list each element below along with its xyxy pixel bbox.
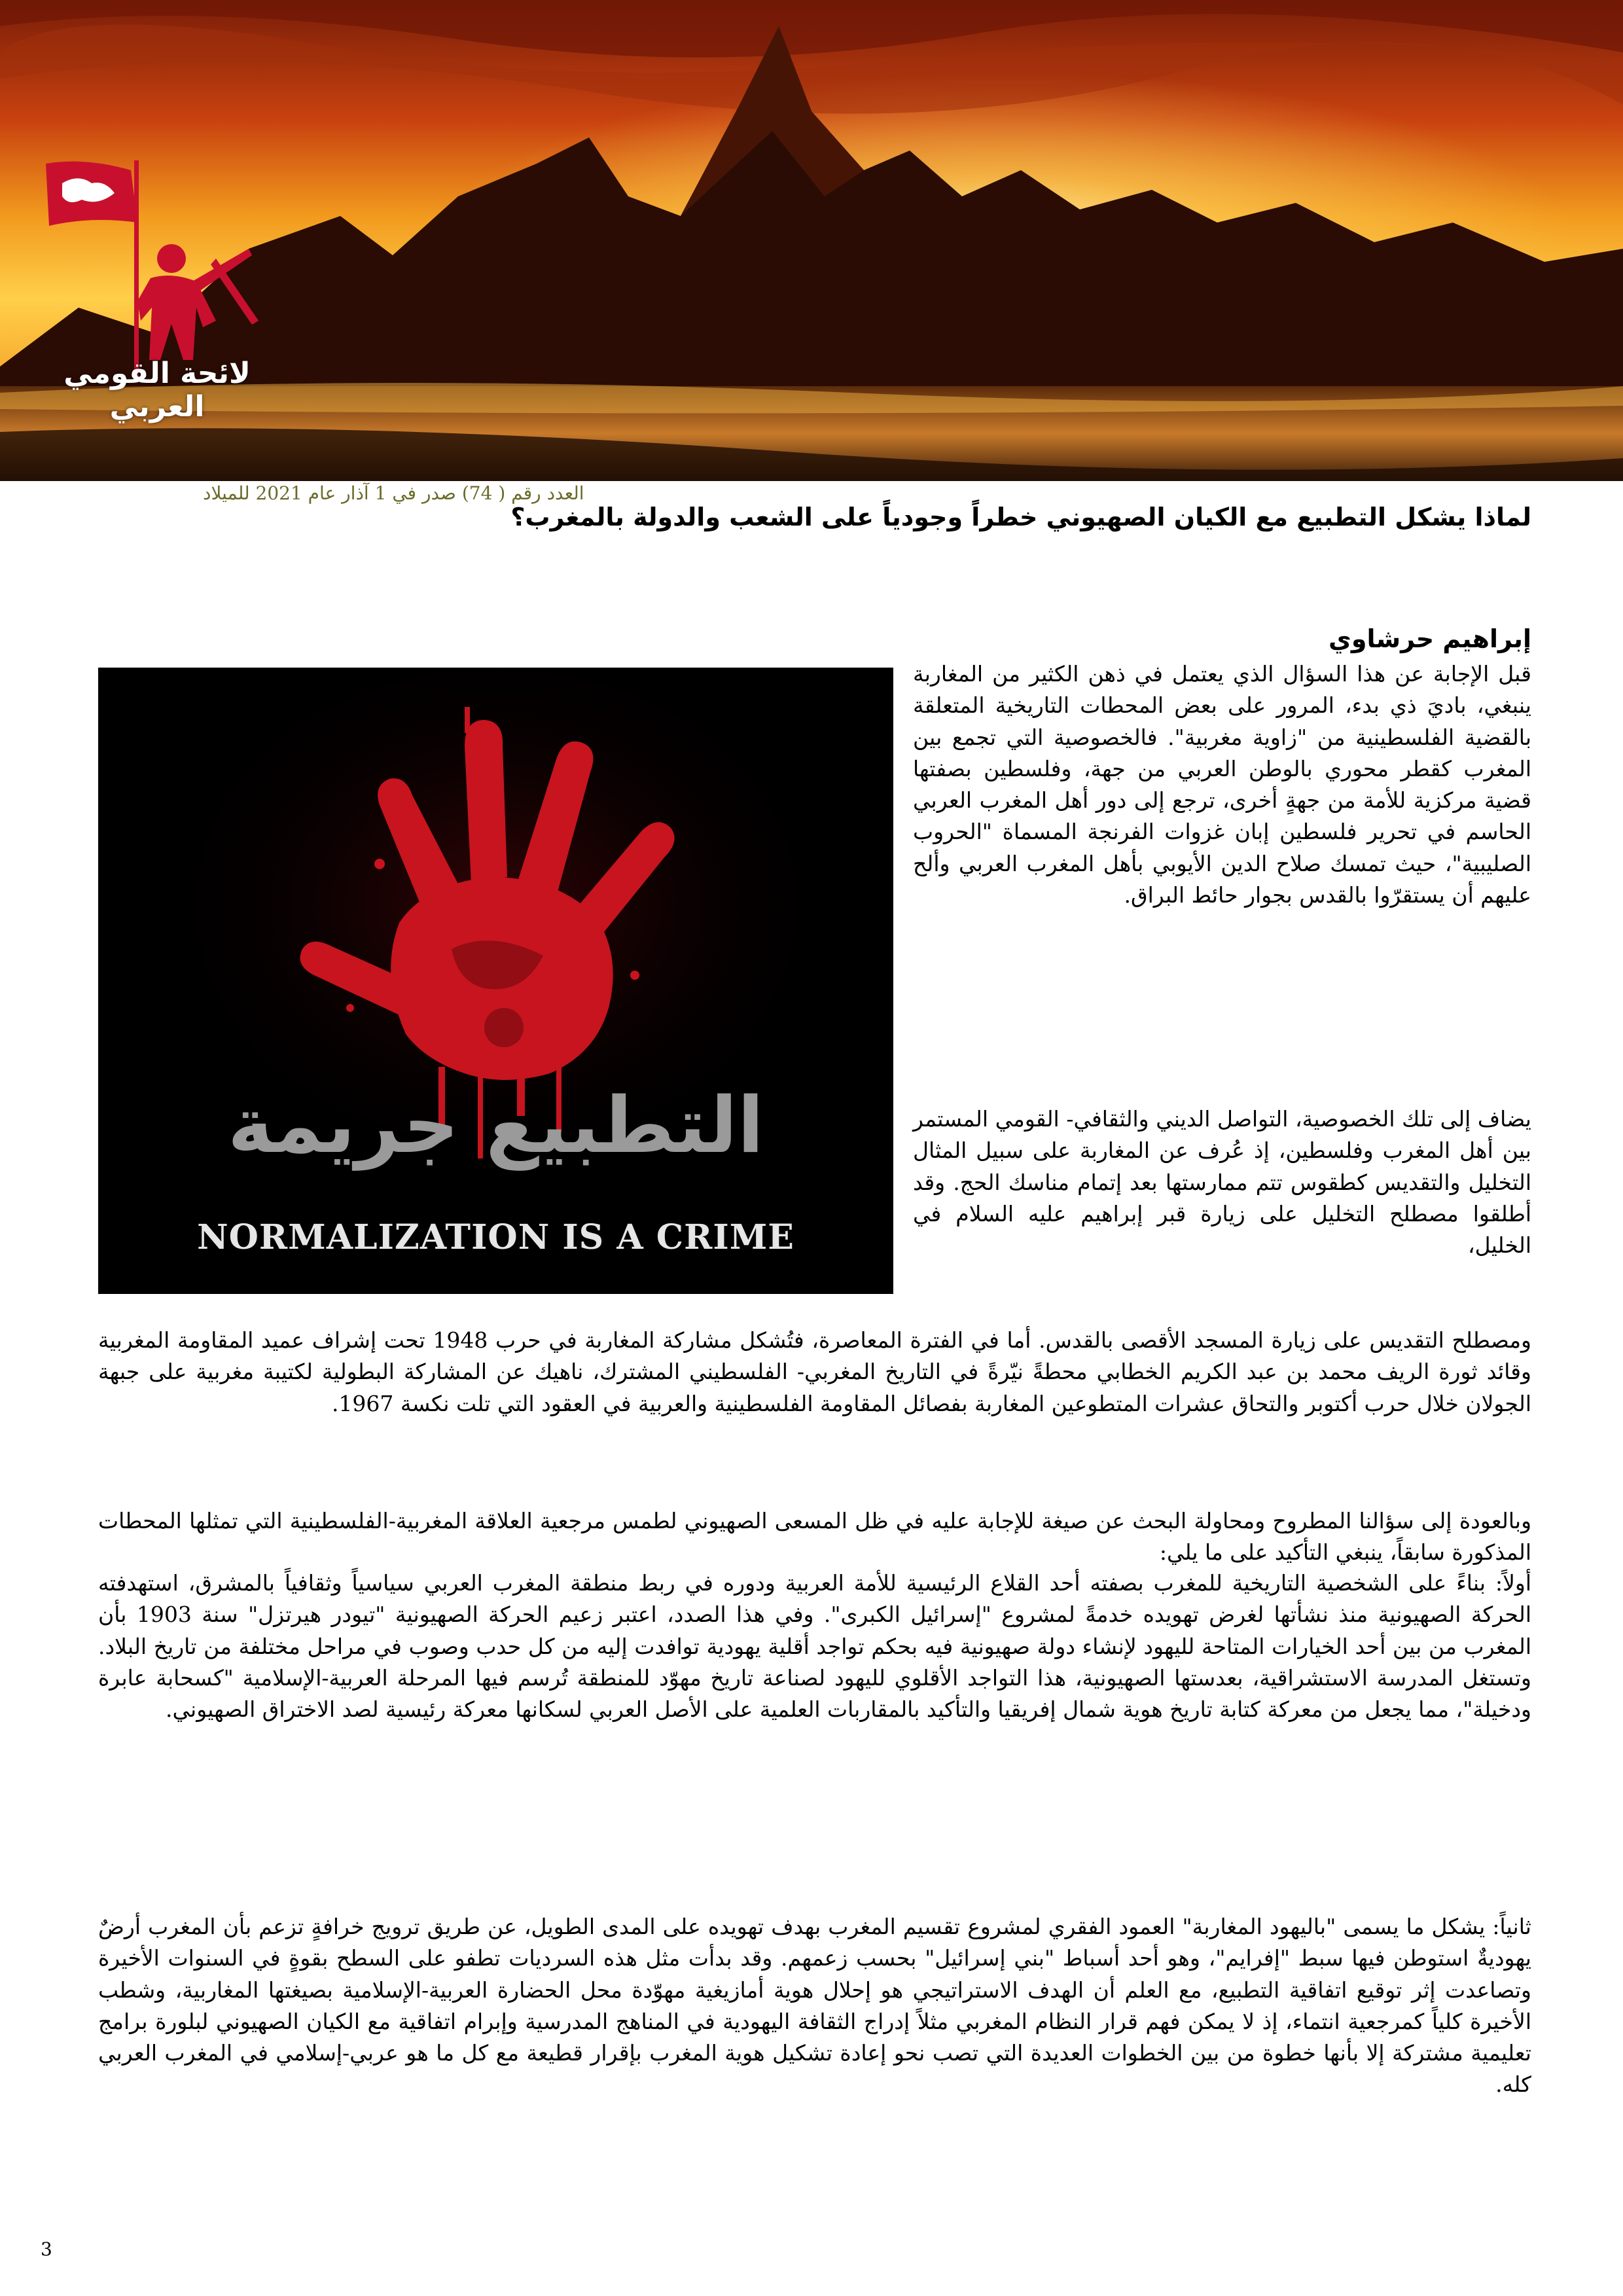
article-title: لماذا يشكل التطبيع مع الكيان الصهيوني خطراً وجودياً على الشعب والدولة بالمغرب؟: [510, 503, 1531, 531]
image-english-caption: NORMALIZATION IS A CRIME: [197, 1217, 794, 1257]
bloody-hand-icon: [98, 668, 893, 1294]
paragraph-3: وبالعودة إلى سؤالنا المطروح ومحاولة البحث عن صيغة للإجابة عليه في ظل المسعى الصهيوني لطمس مرجعية العلاقة المغربية-الفلسطينية التي تمثلها المحطات المذكورة سابقاً، ينبغي التأكيد على ما يلي:: [98, 1508, 1531, 1566]
page-number: 3: [41, 2238, 52, 2260]
header-banner: [0, 0, 1623, 481]
issue-line: العدد رقم ( 74) صدر في 1 آذار عام 2021 للميلاد: [203, 482, 584, 504]
normalization-crime-image: [98, 668, 893, 1294]
image-arabic-caption: التطبيع جريمة: [227, 1080, 764, 1170]
paragraph-4: أولاً: بناءً على الشخصية التاريخية للمغرب بصفته أحد القلاع الرئيسية للأمة العربية ودوره في ربط منطقة المغرب العربي سياسياً وثقافياً بالمشرق، استهدفته الحركة الصهيونية منذ نشأتها لغرض تهويده خدمةً لمشروع "إسرائيل الكبرى". وفي هذا الصدد، اعتبر زعيم الحركة الصهيونية "تيودر هيرتزل" سنة 1903 بأن المغرب من بين أحد الخيارات المتاحة لليهود لإنشاء دولة صهيونية فيه بحكم تواجد أقلية يهودية توافدت إليه من كل حدب وصوب في مراحل مختلفة من تاريخ البلاد. وتستغل المدرسة الاستشراقية، بعدستها الصهيونية، هذا التواجد الأقلوي لليهود لصناعة تاريخ مهوّد للمنطقة تُرسم فيها المرحلة العربية-الإسلامية "كسحابة عابرة ودخيلة"، مما يجعل من معركة كتابة تاريخ هوية شمال إفريقيا والتأكيد بالمقاربات العلمية على الأصل العربي لسكانها معركة رئيسية لصد الاختراق الصهيوني.: [98, 1570, 1531, 1723]
paragraph-1: قبل الإجابة عن هذا السؤال الذي يعتمل في ذهن الكثير من المغاربة ينبغي، باديَ ذي بدء، المرور على بعض المحطات التاريخية المتعلقة بالقضية الفلسطينية من "زاوية مغربية". فالخصوصية التي تجمع بين المغرب كقطر محوري بالوطن العربي من جهة، وفلسطين بصفتها قضية مركزية للأمة من جهةٍ أخرى، ترجع إلى دور أهل المغرب العربي الحاسم في تحرير فلسطين إبان غزوات الفرنجة المسماة "الحروب الصليبية"، حيث تمسك صلاح الدين الأيوبي بأهل المغرب العربي وألح عليهم أن يستقرّوا بالقدس بجوار حائط البراق.: [913, 661, 1531, 908]
paragraph-2-part-2: ومصطلح التقديس على زيارة المسجد الأقصى بالقدس. أما في الفترة المعاصرة، فتُشكل مشاركة المغاربة في حرب 1948 تحت إشراف عميد المقاومة المغربية وقائد ثورة الريف محمد بن عبد الكريم الخطابي محطةً نيّرةً في التاريخ المغربي- الفلسطيني المشترك، ناهيك عن المشاركة البطولية لكتيبة مغربية على جبهة الجولان خلال حرب أكتوبر والتحاق عشرات المتطوعين المغاربة بفصائل المقاومة الفلسطينية والعربية في العقود التي تلت نكسة 1967.: [98, 1327, 1531, 1416]
paragraph-2-part-1: يضاف إلى تلك الخصوصية، التواصل الديني والثقافي- القومي المستمر بين أهل المغرب وفلسطين، إذ عُرف عن المغاربة على سبيل المثال التخليل والتقديس كطقوس تتم ممارستها بعد إتمام مناسك الحج. وقد أطلقوا مصطلح التخليل على زيارة قبر إبراهيم عليه السلام في الخليل،: [913, 1106, 1531, 1259]
logo-text: لائحة القومي العربي: [63, 357, 251, 423]
article-author: إبراهيم حرشاوي: [1329, 624, 1531, 653]
paragraph-5: ثانياً: يشكل ما يسمى "باليهود المغاربة" العمود الفقري لمشروع تقسيم المغرب بهدف تهويده على المدى الطويل، عن طريق ترويج خرافةٍ تزعم بأن المغرب أرضٌ يهوديةٌ استوطن فيها سبط "إفرايم"، وهو أحد أسباط "بني إسرائيل" بحسب زعمهم. وقد بدأت مثل هذه السرديات تطفو على السطح بقوةٍ في السنوات الأخيرة وتصاعدت إثر توقيع اتفاقية التطبيع، مع العلم أن الهدف الاستراتيجي هو إحلال هوية أمازيغية مهوّدة محل الحضارة العربية-الإسلامية بصيغتها المغاربية، وشطب الأخيرة كلياً كمرجعية انتماء، إذ لا يمكن فهم قرار النظام المغربي مثلاً إدراج الثقافة اليهودية في المناهج المدرسية وإبرام اتفاقية مع الكيان الصهيوني لبلورة برامج تعليمية مشتركة إلا بأنها خطوة من بين الخطوات العديدة التي تصب نحو إعادة تشكيل هوية المغرب بإقرار قطيعة مع كل ما هو عربي-إسلامي في المغرب العربي كله.: [98, 1914, 1531, 2098]
